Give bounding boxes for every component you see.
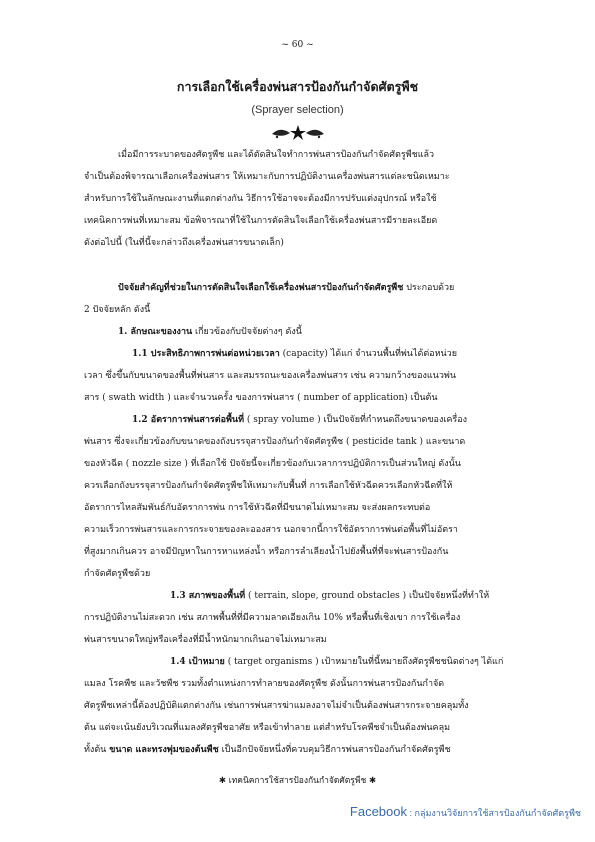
intro-line-5: ดังต่อไปนี้ (ในที่นี้จะกล่าวถึงเครื่องพ่นสารขนาดเล็ก): [84, 238, 284, 248]
factors-line-2: 2 ปัจจัยหลัก ดังนี้: [84, 305, 151, 315]
section-1-4-label: 1.4 เป้าหมาย: [170, 657, 225, 667]
section-1-2-heading: [132, 415, 467, 426]
ornament-divider-icon: [268, 124, 328, 142]
intro-line-1: เมื่อมีการระบาดของศัตรูพืช และได้ตัดสินใจทำการพ่นสารป้องกันกำจัดศัตรูพืชแล้ว: [118, 150, 435, 160]
section-1-2-line-5: อัตราการไหลสัมพันธ์กับอัตราการพ่น การใช้หัวฉีดที่มีขนาดไม่เหมาะสม จะส่งผลกระทบต่อ: [84, 503, 431, 513]
section-1-4-line-5-pre: ทั้งต้น: [84, 745, 110, 755]
section-1-2-line-7: ที่สูงมากเกินควร อาจมีปัญหาในการหาแหล่งน้ำ หรือการลำเลียงน้ำไปยังพื้นที่ที่จะพ่นสารป้องกัน: [84, 547, 449, 557]
section-1-4-rest: ( target organisms ) เป้าหมายในที่นี้หมายถึงศัตรูพืชชนิดต่างๆ ได้แก่: [224, 657, 504, 667]
section-1-2-line-3: ของหัวฉีด ( nozzle size ) ที่เลือกใช้ ปัจจัยนี้จะเกี่ยวข้องกับเวลาการปฏิบัติการเป็นส่วนใหญ่ ดังนั้น: [84, 459, 461, 469]
section-1-4-line-3: ศัตรูพืชเหล่านี้ต้องปฏิบัติแตกต่างกัน เช่นการพ่นสารฆ่าแมลงอาจไม่จำเป็นต้องพ่นสารกระจายคลุมทั้ง: [84, 701, 469, 711]
factors-heading: [118, 283, 454, 294]
page-subtitle: (Sprayer selection): [251, 104, 344, 116]
section-1-4-line-4: ต้น แต่จะเน้นยังบริเวณที่แมลงศัตรูพืชอาศัย หรือเข้าทำลาย แต่สำหรับโรคพืชจำเป็นต้องพ่นคลุม: [84, 723, 451, 733]
section-1-1-rest: (capacity) ได้แก่ จำนวนพื้นที่พ่นได้ต่อหน่วย: [279, 349, 457, 359]
section-1-1-line-3: สาร ( swath width ) และจำนวนครั้ง ของการพ่นสาร ( number of application) เป็นต้น: [84, 393, 438, 403]
section-1-3-line-3: พ่นสารขนาดใหญ่หรือเครื่องที่มีน้ำหนักมากเกินอาจไม่เหมาะสม: [84, 635, 327, 645]
section-1-4-line-5-post: เป็นอีกปัจจัยหนึ่งที่ควบคุมวิธีการพ่นสารป้องกันกำจัดศัตรูพืช: [218, 745, 451, 755]
section-1-1-heading: [132, 349, 457, 360]
facebook-credit[interactable]: [350, 804, 581, 820]
section-1-label: 1. ลักษณะของงาน: [118, 327, 193, 337]
factors-heading-bold: ปัจจัยสำคัญที่ช่วยในการตัดสินใจเลือกใช้เครื่องพ่นสารป้องกันกำจัดศัตรูพืช: [118, 283, 404, 293]
factors-heading-rest: ประกอบด้วย: [403, 283, 455, 293]
section-1-2-line-8: กำจัดศัตรูพืชด้วย: [84, 569, 151, 579]
intro-line-4: เทคนิคการพ่นที่เหมาะสม ข้อพิจารณาที่ใช้ในการตัดสินใจเลือกใช้เครื่องพ่นสารมีรายละเอียด: [84, 216, 438, 226]
section-1-heading: [118, 327, 302, 338]
page-title: การเลือกใช้เครื่องพ่นสารป้องกันกำจัดศัตรูพืช: [176, 79, 419, 94]
intro-line-3: สำหรับการใช้ในลักษณะงานที่แตกต่างกัน วิธีการใช้อาจจะต้องมีการปรับแต่งอุปกรณ์ หรือใช้: [84, 194, 437, 204]
section-1-3-label: 1.3 สภาพของพื้นที่: [170, 591, 246, 601]
section-1-4-line-5-bold: ขนาด และทรงพุ่มของต้นพืช: [109, 745, 219, 755]
section-1-4-heading: [170, 657, 503, 668]
intro-line-2: จำเป็นต้องพิจารณาเลือกเครื่องพ่นสาร ให้เหมาะกับการปฏิบัติงานเครื่องพ่นสารแต่ละชนิดเหมาะ: [84, 172, 450, 182]
page-number: ~ 60 ~: [281, 40, 314, 50]
section-1-4-line-2: แมลง โรคพืช และวัชพืช รวมทั้งตำแหน่งการทำลายของศัตรูพืช ดังนั้นการพ่นสารป้องกันกำจัด: [84, 679, 445, 689]
section-1-2-line-6: ความเร็วการพ่นสารและการกระจายของละอองสาร นอกจากนี้การใช้อัตราการพ่นต่อพื้นที่ไม่อัตรา: [84, 525, 458, 535]
section-1-3-line-2: การปฏิบัติงานไม่สะดวก เช่น สภาพพื้นที่ที่มีความลาดเอียงเกิน 10% หรือพื้นที่เชิงเขา การใช้เครื่อง: [84, 613, 461, 623]
section-1-1-line-2: เวลา ซึ่งขึ้นกับขนาดของพื้นที่พ่นสาร และสมรรถนะของเครื่องพ่นสาร เช่น ความกว้างของแนวพ่น: [84, 371, 456, 381]
section-1-2-line-4: ควรเลือกถังบรรจุสารป้องกันกำจัดศัตรูพืชให้เหมาะกับพื้นที่ การเลือกใช้หัวฉีดควรเลือกหัวฉีดที่ให้: [84, 481, 453, 491]
section-1-4-line-5: [84, 745, 451, 756]
section-1-3-heading: [170, 591, 489, 602]
facebook-group: : กลุ่มงานวิจัยการใช้สารป้องกันกำจัดศัตรูพืช: [407, 808, 581, 818]
section-1-rest: เกี่ยวข้องกับปัจจัยต่างๆ ดังนี้: [192, 327, 302, 337]
section-1-1-label: 1.1 ประสิทธิภาพการพ่นต่อหน่วยเวลา: [132, 349, 280, 359]
section-1-3-rest: ( terrain, slope, ground obstacles ) เป็นปัจจัยหนึ่งที่ทำให้: [245, 591, 490, 601]
section-1-2-label: 1.2 อัตราการพ่นสารต่อพื้นที่: [132, 415, 244, 425]
facebook-name: Facebook: [349, 804, 407, 819]
section-1-2-line-2: พ่นสาร ซึ่งจะเกี่ยวข้องกับขนาดของถังบรรจุสารป้องกันกำจัดศัตรูพืช ( pesticide tank ) และขนาด: [84, 437, 466, 447]
page-footer: ✱ เทคนิคการใช้สารป้องกันกำจัดศัตรูพืช ✱: [218, 776, 377, 786]
section-1-2-rest: ( spray volume ) เป็นปัจจัยที่กำหนดถึงขนาดของเครื่อง: [244, 415, 468, 425]
